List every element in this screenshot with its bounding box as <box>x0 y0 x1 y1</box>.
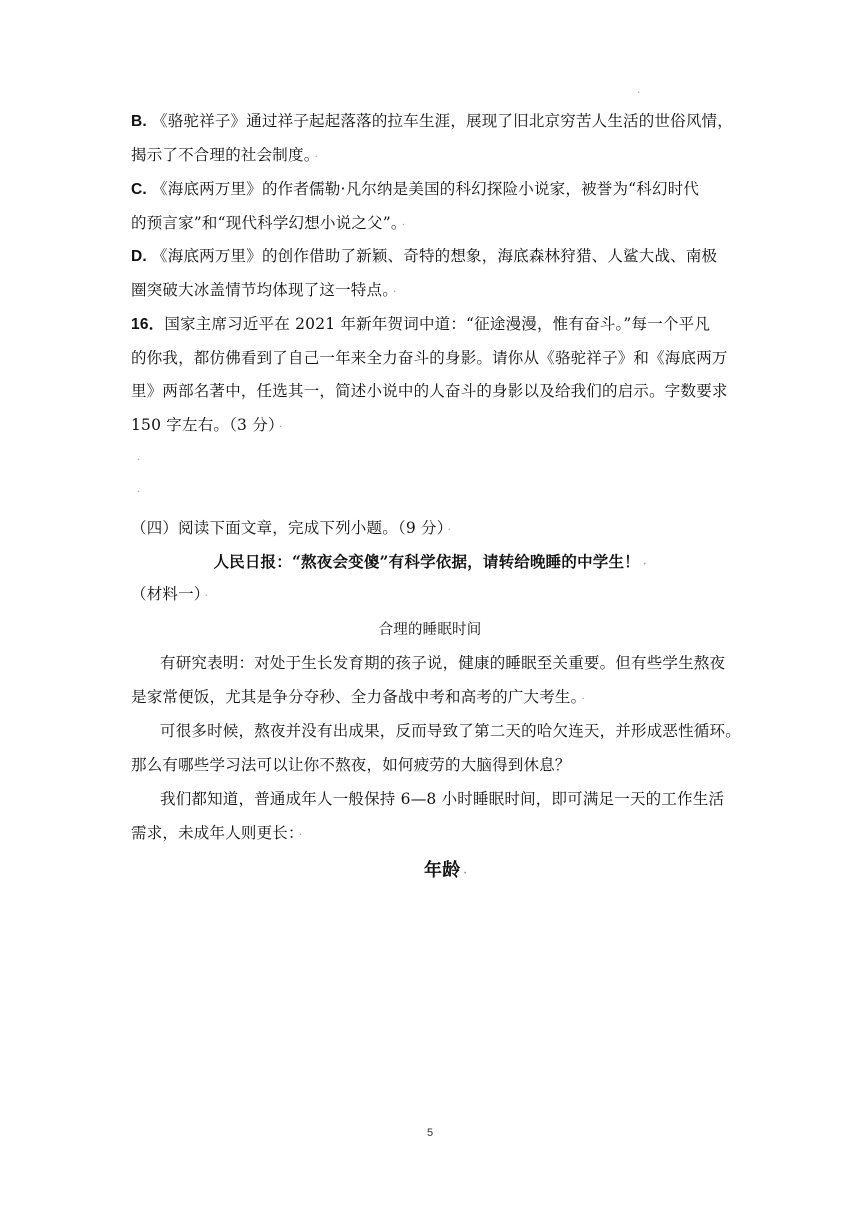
question-16-text-2: 的你我，都仿佛看到了自己一年来全力奋斗的身影。请你从《骆驼祥子》和《海底两万 <box>131 349 728 367</box>
paragraph-mark: · <box>401 220 406 231</box>
section-subtitle-text: 合理的睡眠时间 <box>378 622 482 638</box>
paragraph-mark: · <box>447 525 452 536</box>
question-16-line-1 <box>131 314 710 335</box>
question-16-number: 16． <box>131 316 165 333</box>
article-title <box>0 552 860 575</box>
section-subtitle <box>0 620 860 640</box>
option-c-text-2: 的预言家”和“现代科学幻想小说之父”。 <box>131 214 399 232</box>
paragraph-3-text-2: 需求，未成年人则更长： <box>131 824 296 842</box>
paragraph-1-text-2: 是家常便饭，尤其是争分夺秒、全力备战中考和高考的广大考生。 <box>131 688 579 706</box>
blank-line-mark: · <box>137 487 141 498</box>
paragraph-mark: · <box>642 559 647 570</box>
paragraph-mark: · <box>393 287 397 298</box>
paragraph-1-text-1: 有研究表明：对处于生长发育期的孩子说，健康的睡眠至关重要。但有些学生熬夜 <box>160 654 726 672</box>
question-16-line-4 <box>131 415 282 438</box>
material-label-text: （材料一） <box>131 585 202 603</box>
question-16-text-3: 里》两部名著中，任选其一，简述小说中的人奋斗的身影以及给我们的启示。字数要求 <box>131 382 728 400</box>
option-d-line-2 <box>131 280 397 303</box>
option-c-line-2 <box>131 213 405 236</box>
option-d-label: D. <box>131 248 147 265</box>
paragraph-mark: · <box>463 868 468 879</box>
paragraph-2-line-2 <box>131 755 571 775</box>
paragraph-3-text-1: 我们都知道，普通成年人一般保持 6—8 小时睡眠时间，即可满足一天的工作生活 <box>160 790 725 808</box>
option-c-text-1: 《海底两万里》的作者儒勒·凡尔纳是美国的科幻探险小说家，被誉为“科幻时代 <box>152 180 700 198</box>
paragraph-1-line-2 <box>131 687 585 710</box>
option-c-line-1 <box>131 179 699 200</box>
option-b-line-2 <box>131 145 318 168</box>
paragraph-3-line-2 <box>131 823 302 846</box>
question-16-text-4: 150 字左右。（3 分） <box>131 416 276 434</box>
material-label <box>131 584 208 607</box>
age-heading <box>424 861 467 884</box>
option-b-label: B. <box>131 113 147 130</box>
paragraph-mark: · <box>314 152 319 163</box>
age-heading-text: 年龄 <box>424 860 461 881</box>
option-b-line-1 <box>131 111 733 132</box>
paragraph-1-line-1 <box>160 653 725 673</box>
page-number: 5 <box>426 1127 434 1139</box>
option-c-label: C. <box>131 181 147 198</box>
option-b-text-2: 揭示了不合理的社会制度。 <box>131 146 312 164</box>
question-16-text-1: 国家主席习近平在 2021 年新年贺词中道：“征途漫漫，惟有奋斗。”每一个平凡 <box>164 315 711 333</box>
option-d-text-2: 圈突破大冰盖情节均体现了这一特点。 <box>131 281 391 299</box>
option-d-text-1: 《海底两万里》的创作借助了新颖、奇特的想象，海底森林狩猎、人鲨大战、南极 <box>152 247 718 265</box>
paragraph-mark: · <box>278 422 283 433</box>
question-16-line-3 <box>131 381 728 401</box>
question-16-line-2 <box>131 348 728 368</box>
section-4-heading <box>131 518 451 541</box>
option-b-text-1: 《骆驼祥子》通过祥子起起落落的拉车生涯，展现了旧北京穷苦人生活的世俗风情， <box>152 112 733 130</box>
stray-mark: . <box>637 85 641 96</box>
option-d-line-1 <box>131 246 717 267</box>
paragraph-3-line-1 <box>160 789 724 809</box>
article-title-text: 人民日报：“熬夜会变傻”有科学依据，请转给晚睡的中学生！ <box>213 552 640 571</box>
paragraph-mark: · <box>581 694 585 705</box>
paragraph-2-text-1: 可很多时候，熬夜并没有出成果，反而导致了第二天的哈欠连天，并形成恶性循环。 <box>160 722 741 740</box>
blank-line-mark: · <box>137 455 141 466</box>
section-4-heading-text: （四）阅读下面文章，完成下列小题。（9 分） <box>131 519 445 537</box>
paragraph-2-text-2: 那么有哪些学习法可以让你不熬夜，如何疲劳的大脑得到休息？ <box>131 756 571 774</box>
paragraph-mark: · <box>204 591 209 602</box>
paragraph-mark: · <box>298 830 303 841</box>
paragraph-2-line-1 <box>160 721 741 741</box>
